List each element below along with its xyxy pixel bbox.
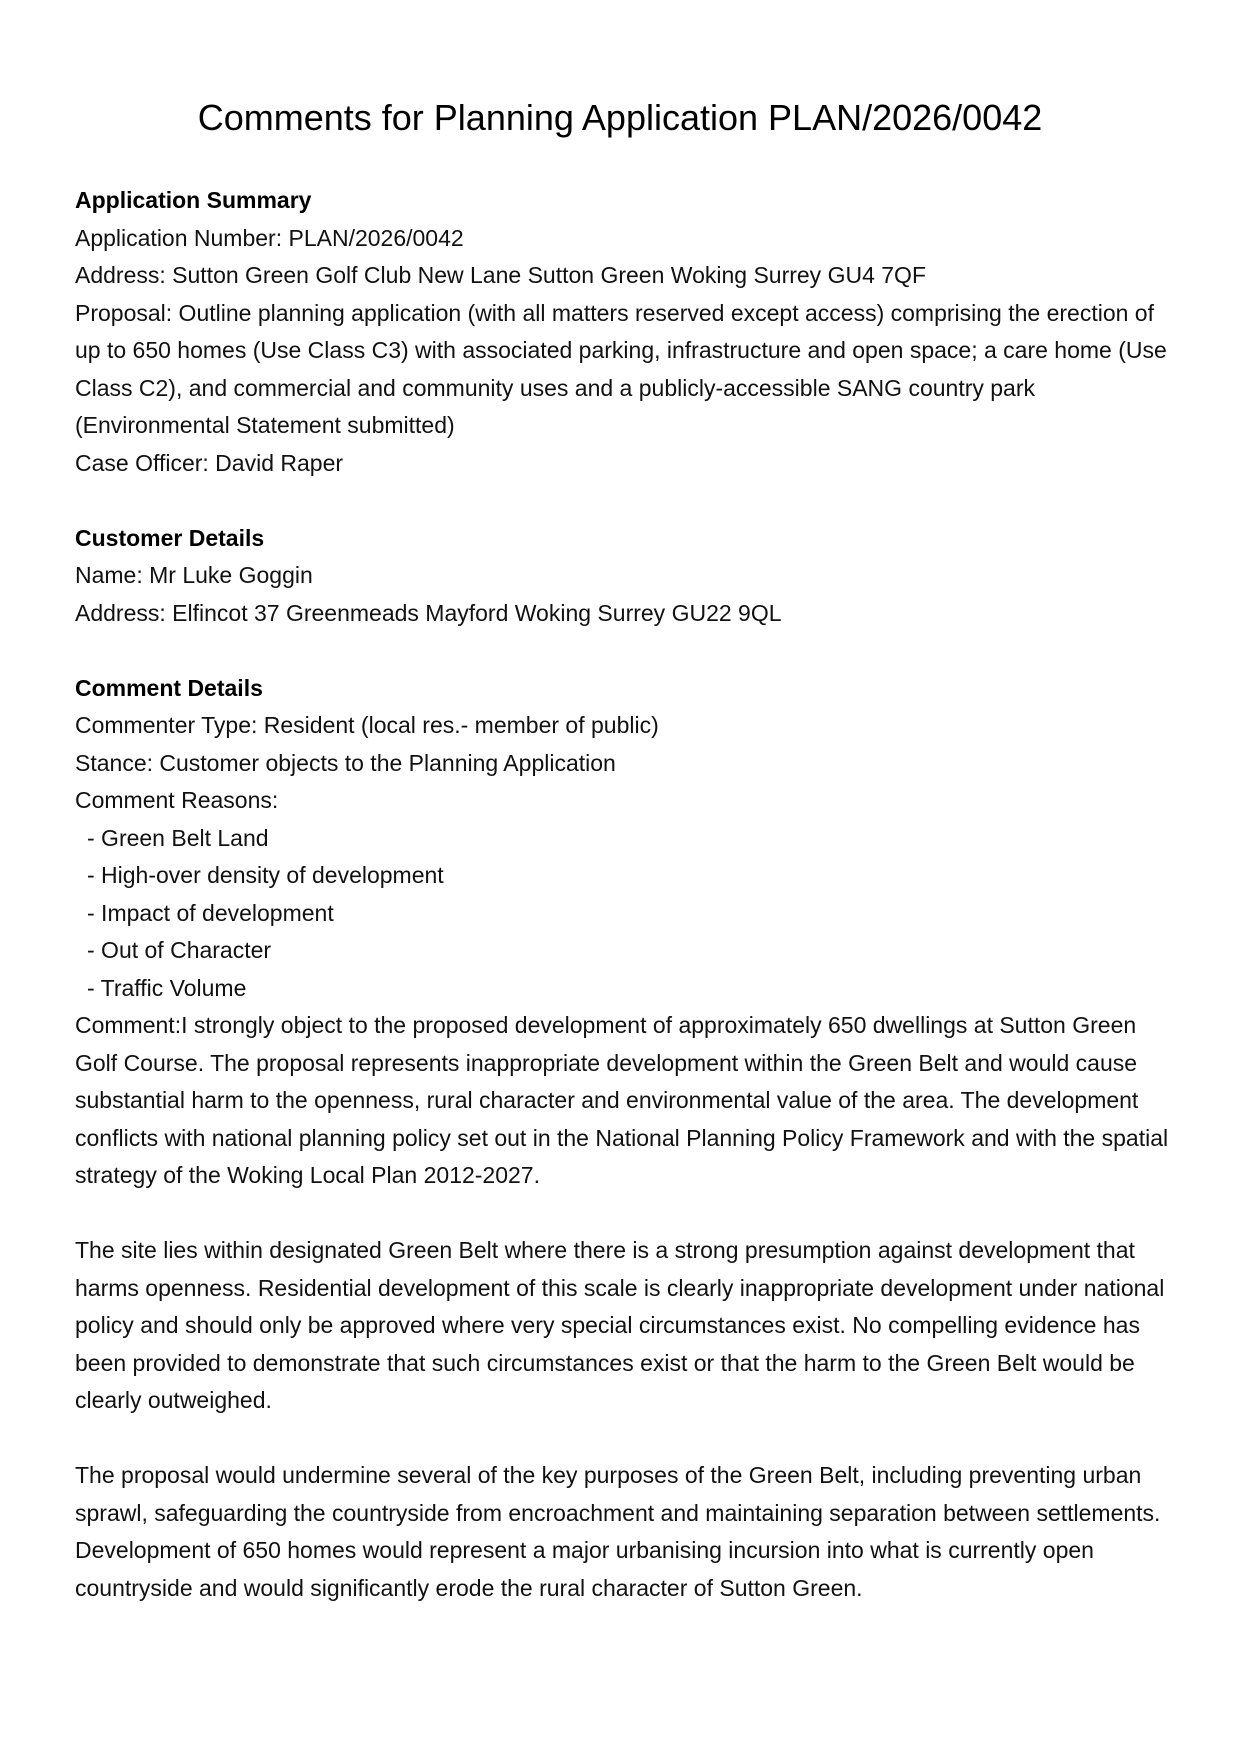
customer-address: Address: Elfincot 37 Greenmeads Mayford Woking Surrey GU22 9QL xyxy=(75,599,782,626)
comment-details-heading: Comment Details xyxy=(75,674,263,701)
comment-details-section xyxy=(75,670,1175,1608)
comment-reason-item: - High-over density of development xyxy=(87,862,444,888)
paragraph-spacer xyxy=(75,1420,1175,1458)
application-address: Address: Sutton Green Golf Club New Lane Sutton Green Woking Surrey GU4 7QF xyxy=(75,262,926,288)
comment-reason-item: - Traffic Volume xyxy=(87,974,247,1001)
comment-reason-item: - Impact of development xyxy=(87,899,334,926)
section-spacer xyxy=(75,632,1175,670)
comment-paragraph: The site lies within designated Green Belt where there is a strong presumption against development that harms openness. Residential development of this scale is clearly inappropriate development under national policy and should only be approved where very special circumstances exist. No compelling evidence has been provided to demonstrate that such circumstances exist or that the harm to the Green Belt would be clearly outweighed. xyxy=(75,1237,1165,1413)
comment-paragraph: Comment:I strongly object to the proposed development of approximately 650 dwellings at Sutton Green Golf Course. The proposal represents inappropriate development within the Green Belt and would cause substantial harm to the openness, rural character and environmental value of the area. The development conflicts with national planning policy set out in the National Planning Policy Framework and with the spatial strategy of the Woking Local Plan 2012-2027. xyxy=(75,1012,1169,1188)
customer-details-section xyxy=(75,520,1175,633)
case-officer: Case Officer: David Raper xyxy=(75,449,344,476)
application-summary-heading: Application Summary xyxy=(75,187,312,213)
comment-reasons-label: Comment Reasons: xyxy=(75,787,279,813)
section-spacer xyxy=(75,482,1175,520)
page-title: Comments for Planning Application PLAN/2026/0042 xyxy=(197,97,1043,138)
paragraph-spacer xyxy=(75,1195,1175,1233)
comment-reason-item: - Green Belt Land xyxy=(87,824,269,851)
customer-name: Name: Mr Luke Goggin xyxy=(75,562,313,588)
customer-details-heading: Customer Details xyxy=(75,524,265,551)
comment-reason-item: - Out of Character xyxy=(87,937,272,963)
comment-paragraph: The proposal would undermine several of the key purposes of the Green Belt, including preventing urban sprawl, safeguarding the countryside from encroachment and maintaining separation between settlements. Development of 650 homes would represent a major urbanising incursion into what is currently open countryside and would significantly erode the rural character of Sutton Green. xyxy=(75,1462,1161,1601)
document-page xyxy=(75,0,1175,1607)
stance: Stance: Customer objects to the Planning Application xyxy=(75,749,616,776)
application-number: Application Number: PLAN/2026/0042 xyxy=(75,224,464,251)
commenter-type: Commenter Type: Resident (local res.- member of public) xyxy=(75,712,659,738)
application-summary-section xyxy=(75,182,1175,482)
application-proposal: Proposal: Outline planning application (with all matters reserved except access) comprising the erection of up to 650 homes (Use Class C3) with associated parking, infrastructure and open space; a care home (Use Class C2), and commercial and community uses and a publicly-accessible SANG country park (Environmental Statement submitted) xyxy=(75,299,1167,438)
